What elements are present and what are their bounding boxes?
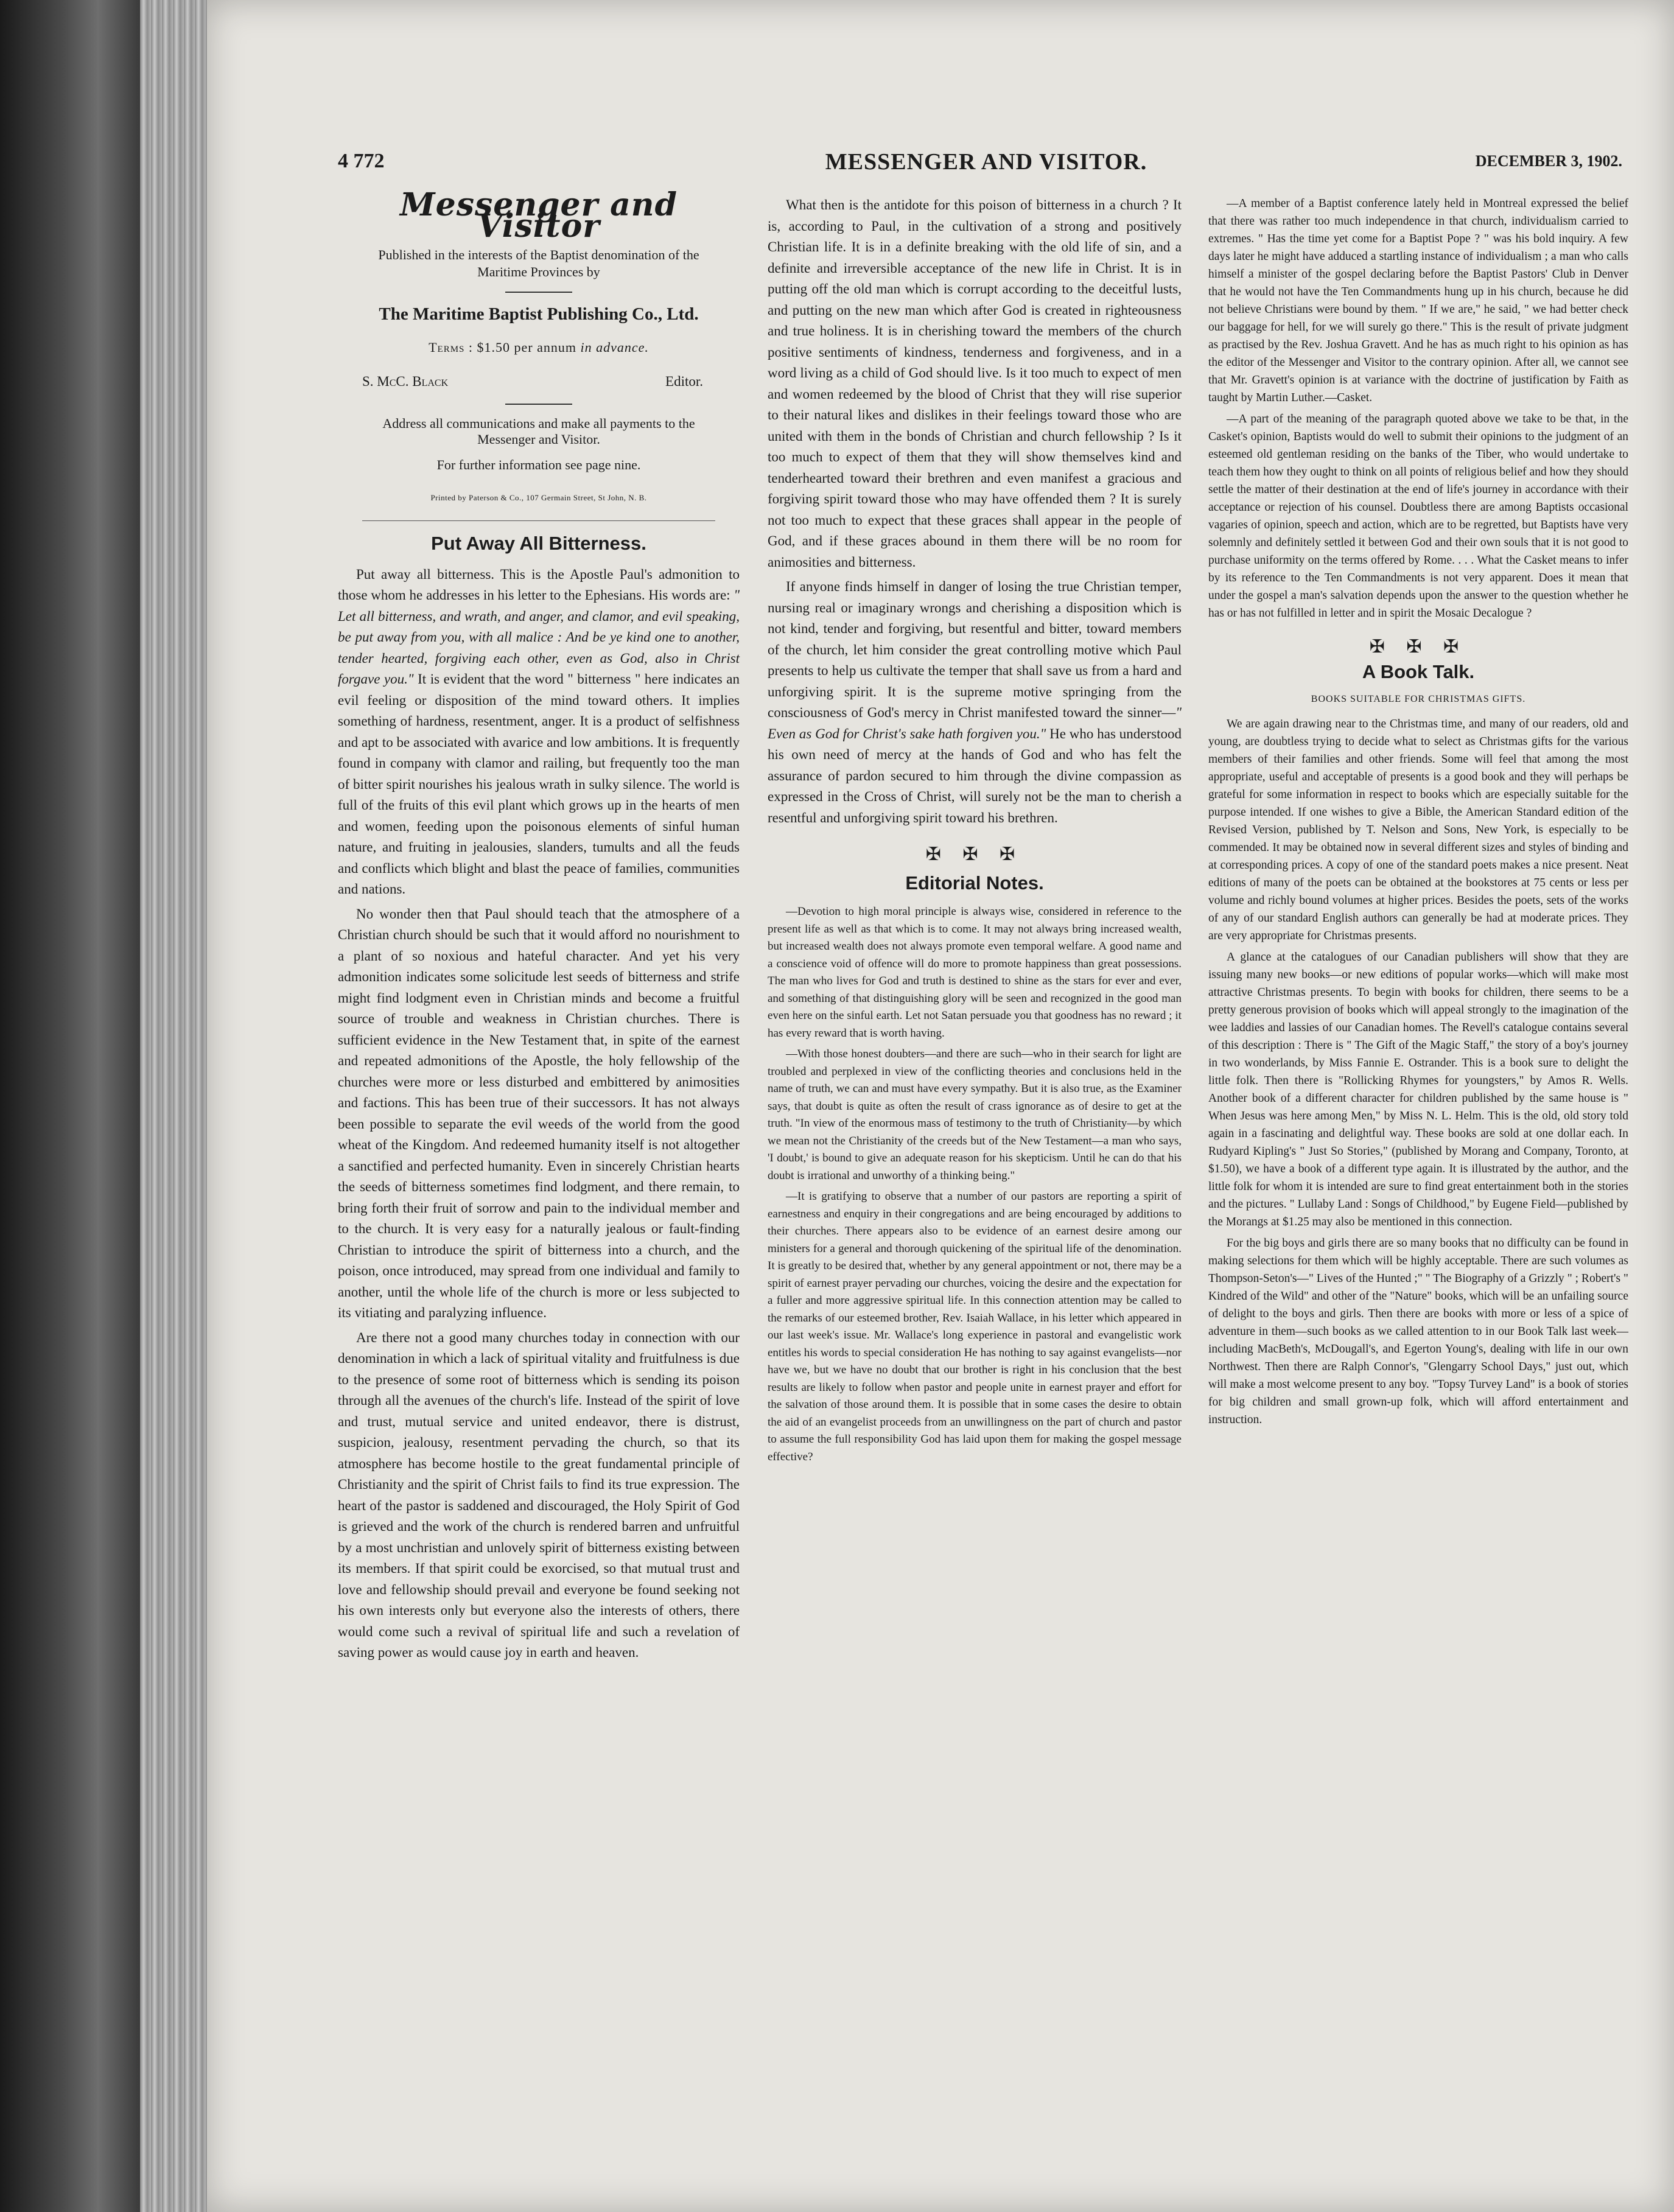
masthead-subtitle: Published in the interests of the Baptist denomination of the Maritime Provinces by — [378, 247, 699, 279]
editorial-note-1: —Devotion to high moral principle is always wise, considered in reference to the present life as well as that which is to come. It may not always bring increased wealth, but increased wealth does not always promote even temporal welfare. A good name and a conscience void of offence will do more to promote happiness than great possessions. The man who lives for God and truth is destined to shine as the stars for ever and ever, and something of that distinguishing glory will be seen and recognized in the good man even here on the sinful earth. Let not Satan persuade you that goodness has no reward ; it has every reward that is worth having. — [768, 905, 1182, 1040]
page-content — [338, 146, 1634, 2197]
book-talk-subheading: BOOKS SUITABLE FOR CHRISTMAS GIFTS. — [1311, 694, 1526, 704]
terms-advance: in advance. — [580, 339, 649, 355]
editorial-note-4: —A member of a Baptist conference lately held in Montreal expressed the belief that there was rather too much independence in that church, individualism carried to extremes. " Has the time yet come for a Baptist Pope ? " was his bold inquiry. A few days later he might have adduced a startling instance of individualism ; a man who calls himself a minister of the gospel declaring before the Baptist Pastors' Club in Denver that he would not have the Ten Commandments hung up in his church, because he did not believe Christians were bound by them. " If we are," he said, " we had better check our baggage for hell, for we will surely go there." This is the result of private judgment as practised by the Rev. Joshua Gravett. And he has as much right to his opinion as has the editor of the Messenger and Visitor to the contrary opinion. After all, we cannot see that Mr. Gravett's opinion is at variance with the doctrine of justification by Faith as taught by Martin Luther.—Casket. — [1208, 197, 1628, 404]
page-header — [338, 146, 1634, 183]
editor-line — [362, 371, 703, 393]
column-2 — [768, 195, 1182, 1469]
article-paragraph-5 — [768, 576, 1182, 828]
editorial-heading: Editorial Notes. — [905, 872, 1044, 894]
masthead-rule — [505, 292, 572, 293]
binding-folds — [140, 0, 207, 2212]
editorial-note-2: —With those honest doubters—and there are such—who in their search for light are troubled and perplexed in view of the conflicting theories and conclusions held in the name of truth, we can and must have every sympathy. But it is also true, as the Examiner says, that doubt is quite as often the result of crass ignorance as of desire to get at the truth. "In view of the enormous mass of testimony to the truth of Christianity—by which we mean not the Christianity of the creeds but of the New Testament—a man who says, 'I doubt,' is bound to give an adequate reason for his skepticism. Until he can do that his doubt is irrational and unworthy of a thinking being." — [768, 1048, 1182, 1182]
masthead-title: Messenger and Visitor — [400, 186, 678, 245]
book-talk-paragraph-1: We are again drawing near to the Christmas time, and many of our readers, old and young, are doubtless trying to decide what to select as Christmas gifts for the various members of their families and other friends. Some will feel that among the most appropriate, useful and acceptable of presents is a good book and they will perhaps be grateful for some information in respect to books which are especially suitable for the purpose intended. If one wishes to give a Bible, the American Standard edition of the Revised Version, published by T. Nelson and Sons, New York, is especially to be commended. It may be obtained now in several different sizes and styles of binding and at corresponding prices. A copy of one of the standard poets makes a nice present. Neat editions of many of the poets can be obtained at the bookstores at 75 cents or less per volume and richly bound volumes at higher prices. Besides the poets, sets of the works of any of our standard English authors can generally be had at moderate prices. They are very appropriate for Christmas presents. — [1208, 718, 1628, 942]
article-paragraph-2: No wonder then that Paul should teach that the atmosphere of a Christian church should be such that it would afford no nourishment to a plant of so noxious and hateful character. And yet his very admonition indicates some solicitude lest seeds of bitterness and strife might find lodgment even in Christian minds and become a fruitful source of trouble and weakness in Christian churches. There is sufficient evidence in the New Testament that, in spite of the earnest and repeated admonitions of the Apostle, the holy fellowship of the churches were more or less disturbed and embittered by animosities and factions. This has been true of their successors. It has not always been possible to separate the evil weeds of the world from the good wheat of the Kingdom. And redeemed humanity itself is not altogether a sanctified and perfected humanity. Even in sincerely Christian hearts the seeds of bitterness sometimes find lodgment, and there remain, to bring forth their fruit of sorrow and pain to the individual member and to the church. It is very easy for a naturally jealous or fault-finding Christian to introduce the spirit of bitterness into a church, and the poison, once introduced, may spread from one individual and family to another, until the whole life of the church is more or less subjected to its vitiating and paralyzing influence. — [338, 906, 740, 1320]
address-line-1: Address all communications and make all payments to the Messenger and Visitor. — [382, 415, 695, 447]
publisher-name: The Maritime Baptist Publishing Co., Ltd. — [379, 304, 699, 324]
masthead-bottom-rule — [362, 520, 715, 521]
masthead — [338, 186, 740, 521]
masthead-rule-2 — [505, 404, 572, 405]
issue-date: DECEMBER 3, 1902. — [1475, 152, 1622, 170]
address-line-2: For further information see page nine. — [436, 457, 641, 472]
article-p1-quote: " Let all bitterness, and wrath, and anger, and clamor, and evil speaking, be put away from you, with all malice : And be ye kind one to another, tender hearted, forgiving each other, even as God, also in Christ forgave you." — [338, 587, 740, 687]
newspaper-page — [207, 0, 1674, 2212]
article-p1-text-b: It is evident that the word " bitterness " here indicates an evil feeling or disposition of the mind toward others. It implies something of hardness, resentment, anger. It is a product of selfishness and apt to be associated with avarice and low ambitions. It is frequently found in company with clamor and railing, but frequently too the man of bitter spirit nourishes his jealous wrath in sulky silence. The world is full of the fruits of this evil plant which grows up in the hearts of men and women, feeding upon the poisonous elements of sinful human nature, and fruiting in jealousies, slanders, tumults and all the feuds and conflicts which blight and blast the peace of families, communities and nations. — [338, 671, 740, 897]
article-paragraph-4: What then is the antidote for this poison of bitterness in a church ? It is, according to Paul, in the cultivation of a strong and positively Christian life. It is in a definite breaking with the old life of sin, and a definite and irreversible acceptance of the new life in Christ. It is in putting off the old man which is corrupt according to the deceitful lusts, and putting on the new man which after God is created in righteousness and true holiness. It is in cherishing toward the members of the church positive sentiments of kindness, tenderness and forgiveness, and in a word living as a child of God should live. Is it too much to expect of men and women redeemed by the blood of Christ that they will rise superior to their natural likes and dislikes in their feelings toward those who are united with them in the bonds of Christian and church fellowship ? Is it too much to expect of them that they will show themselves kind and tenderhearted toward their brethren and even manifest a gracious and forgiving spirit toward those who may have offended them ? It is surely not too much to expect that these graces shall appear in the people of God, and if these graces abound in them there will be no room for animosities and bitterness. — [768, 197, 1182, 570]
terms-label: Terms : — [429, 339, 477, 355]
article-paragraph-1 — [338, 564, 740, 900]
section-ornament: ✠ ✠ ✠ — [925, 844, 1024, 864]
editorial-note-3: —It is gratifying to observe that a number of our pastors are reporting a spirit of earnestness and enquiry in their congregations and are being encouraged by additions to their churches. There appears also to be evidence of an earnest desire among our ministers for a general and thorough quickening of the spiritual life of the denomination. It is greatly to be desired that, whether by any general appointment or not, there may be a spirit of earnest prayer pervading our churches, voicing the desire and the expectation for a fuller and more aggressive spiritual life. In this connection attention may be called to the remarks of our esteemed brother, Rev. Isaiah Wallace, in his letter which appeared in our last week's issue. Mr. Wallace's long experience in pastoral and evangelistic work entitles his words to special consideration He has nothing to say against evangelists—nor have we, but we have no doubt that our brother is right in his conclusion that the best results are likely to follow when pastor and people unite in earnest prayer and effort for the salvation of those around them. It is possible that in some cases the desire to obtain the aid of an evangelist proceeds from an unwillingness on the part of church and pastor to assume the full responsibility God has laid upon them for making the gospel message effective? — [768, 1190, 1182, 1463]
article-p1-text-a: Put away all bitterness. This is the Apostle Paul's admonition to those whom he addresses in his letter to the Ephesians. His words are: — [338, 566, 740, 603]
article-paragraph-3: Are there not a good many churches today in connection with our denomination in which a lack of spiritual vitality and fruitfulness is due to the presence of some root of bitterness which is sending its poison through all the avenues of the church's life. Instead of the spirit of love and trust, mutual service and united endeavor, there is distrust, suspicion, jealousy, resentment pervading the church, so that its atmosphere has become hostile to the great fundamental principle of Christianity and the spirit of Christ fails to find its true expression. The heart of the pastor is saddened and discouraged, the Holy Spirit of God is grieved and the work of the church is rendered barren and unfruitful by a most unchristian and unlovely spirit of bitterness existing between its members. If that spirit could be exorcised, so that mutual trust and love and fellowship should prevail and everyone be found seeking not his own interests only but everyone also the interests of others, there would come such a revival of spiritual life and such a revelation of saving power as would cause joy in earth and heaven. — [338, 1329, 740, 1660]
scanner-edge — [0, 0, 140, 2212]
column-3 — [1208, 195, 1628, 1432]
book-talk-paragraph-2: A glance at the catalogues of our Canadian publishers will show that they are issuing many new books—or new editions of popular works—which will make most attractive Christmas presents. To begin with books for children, there seems to be a pretty generous provision of books which will appeal strongly to the imagination of the wee laddies and lassies of our Canadian homes. The Revell's catalogue contains several of this description : There is " The Gift of the Magic Staff," the story of a boy's journey in two wonderlands, by Miss Fannie E. Ostrander. This is a book sure to delight the little folk. Then there is "Rollicking Rhymes for youngsters," by Amos R. Wells. Another book of a different character for children published by the same house is " When Jesus was here among Men," by Miss N. L. Helm. This is the old, old story told again in a fascinating and delightful way. These books are sold at one dollar each. In Rudyard Kipling's " Just So Stories," (published by Morang and Company, Toronto, at $1.50), we have a book of a different type again. It is illustrated by the author, and the little folk for whom it is intended are sure to find great entertainment both in the stories and the pictures. " Lullaby Land : Songs of Childhood," by Eugene Field—published by the Morangs at $1.25 may also be mentioned in this connection. — [1208, 951, 1628, 1228]
editor-label: Editor. — [665, 374, 703, 389]
subscription-terms — [338, 337, 740, 359]
article-p5-quote: " Even as God for Christ's sake hath forgiven you." — [768, 705, 1182, 741]
section-ornament-2: ✠ ✠ ✠ — [1369, 637, 1468, 657]
page-number: 4 772 — [338, 150, 385, 172]
book-talk-paragraph-3: For the big boys and girls there are so many books that no difficulty can be found in making selections for them which will be highly acceptable. There are such volumes as Thompson-Seton's—" Lives of the Hunted ;" " The Biography of a Grizzly " ; Robert's " Kindred of the Wild" and other of the "Nature" books, which will be an unfailing source of delight to the boys and girls. Then there are books with more or less of a spice of adventure in them—such books as we called attention to in our Book Talk last week—including MacBeth's, McDougall's, and Egerton Young's, dealing with life in our own Northwest. Then there are Ralph Connor's, "Glengarry School Days," just out, which will make a most welcome present to any boy. "Topsy Turvey Land" is a book of stories for big children and small grown-up folk, which will afford entertainment and instruction. — [1208, 1237, 1628, 1426]
article-p5-text-b: He who has understood his own need of mercy at the hands of God and who has felt the assurance of pardon secured to him through the divine compassion as expressed in the Cross of Christ, will surely not be the man to cherish a resentful and unforgiving spirit toward his brethren. — [768, 726, 1182, 825]
printer-credit: Printed by Paterson & Co., 107 Germain Street, St John, N. B. — [430, 492, 647, 502]
article-p5-text-a: If anyone finds himself in danger of losing the true Christian temper, nursing real or imaginary wrongs and cherishing a disposition which is not kind, tender and forgiving, but resentful and bitter, toward members of the church, let him consider the great controlling motive which Paul presents to help us cultivate the temper that shall save us from a hard and unforgiving spirit. It is the supreme motive springing from the consciousness of God's mercy in Christ manifested toward the sinner— — [768, 579, 1182, 720]
editor-name: S. McC. Black — [362, 374, 449, 389]
running-title: MESSENGER AND VISITOR. — [825, 149, 1147, 175]
terms-price: $1.50 per annum — [477, 339, 581, 355]
article-heading: Put Away All Bitterness. — [431, 533, 646, 554]
column-1 — [338, 186, 740, 1667]
book-talk-heading: A Book Talk. — [1362, 661, 1475, 682]
editorial-note-5: —A part of the meaning of the paragraph quoted above we take to be that, in the Casket's opinion, Baptists would do well to submit their opinions to the judgment of an esteemed old gentleman residing on the banks of the Tiber, who would undertake to teach them how they ought to think on all points of religious belief and how they should settle the matter of their destination at the end of life's journey in accordance with their acceptance or rejection of his counsel. Doubtless there are among Baptists occasional vagaries of opinion, speech and action, which are to be regretted, but Baptists have very solemnly and definitely settled it between God and their own souls that it is not good to purchase uniformity on the terms offered by Rome. . . . What the Casket means to infer by its reference to the Ten Commandments is not very apparent. Does it mean that under the gospel a man's salvation depends upon the answer to the question whether he has or has not fulfilled in letter and in spirit the Mosaic Decalogue ? — [1208, 413, 1628, 620]
